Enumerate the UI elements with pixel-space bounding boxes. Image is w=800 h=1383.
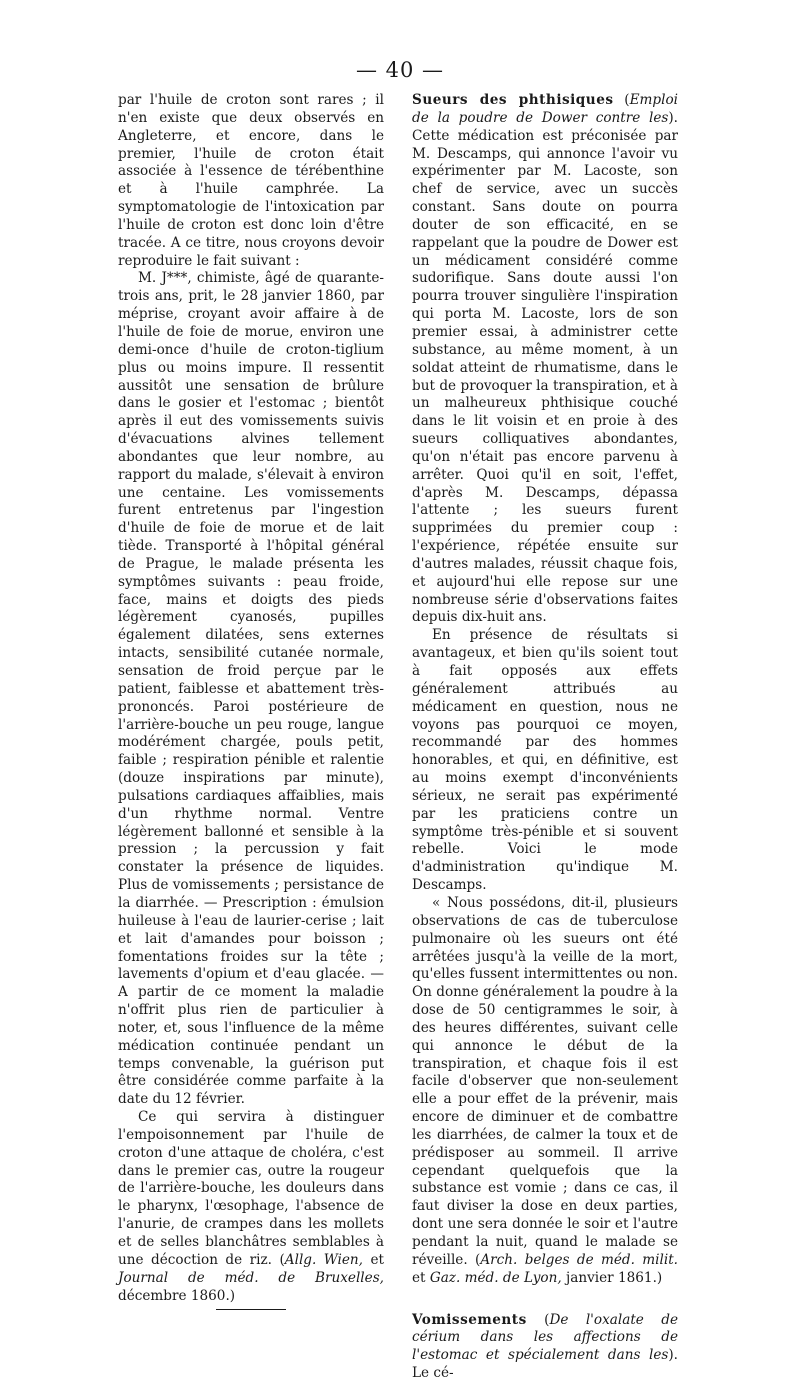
citation-source: Journal de méd. de Bruxelles,: [118, 1269, 384, 1286]
citation-source: Allg. Wien,: [284, 1251, 364, 1268]
citation-source: Arch. belges de méd. milit.: [480, 1251, 678, 1268]
paragraph: M. J***, chimiste, âgé de quarante-trois ans, prit, le 28 janvier 1860, par méprise, croyant avoir affaire à de l'huile de foie de morue, environ une demi-once d'huile de croton-tiglium plus ou moins impure. Il ressentit aussitôt une sensation de brûlure dans le gosier et l'estomac ; bientôt après il eut des vomissements suivis d'évacuations alvines tellement abondantes que leur nombre, au rapport du malade, s'élevait à environ une centaine. Les vomissements furent entretenus par l'ingestion d'huile de foie de morue et de lait tiède. Transporté à l'hôpital général de Prague, le malade présenta les symptômes suivants : peau froide, face, mains et doigts des pieds légèrement cyanosés, pupilles également dilatées, sens externes intacts, sensibilité cutanée normale, sensation de froid perçue par le patient, faiblesse et abattement très-prononcés. Paroi postérieure de l'arrière-bouche un peu rouge, langue modérément chargée, pouls petit, faible ; respiration pénible et ralentie (douze inspirations par minute), pulsations cardiaques affaiblies, mais d'un rhythme normal. Ventre légèrement ballonné et sensible à la pression ; la percussion y fait constater la présence de liquides. Plus de vomissements ; persistance de la diarrhée. — Prescription : émulsion huileuse à l'eau de laurier-cerise ; lait et lait d'amandes pour boisson ; fomentations froides sur la tête ; lavements d'opium et d'eau glacée. — A partir de ce moment la maladie n'offrit plus rien de particulier à noter, et, sous l'influence de la même médication continuée pendant un temps convenable, la guérison put être considérée comme parfaite à la date du 12 février.: [118, 270, 384, 1108]
right-column: [412, 92, 678, 1383]
section-sueurs: Sueurs des phthisiques (Emploi de la poudre de Dower contre les). Cette médication est préconisée par M. Descamps, qui annonce l'avoir vu expérimenter par M. Lacoste, son chef de service, avec un succès constant. Sans doute on pourra douter de son efficacité, en se rappelant que la poudre de Dower est un médicament considéré comme sudorifique. Sans doute aussi l'on pourra trouver singulière l'inspiration qui porta M. Lacoste, lors de son premier essai, à administrer cette substance, au même moment, à un soldat atteint de rhumatisme, dans le but de provoquer la transpiration, et à un malheureux phthisique couché dans le lit voisin et en proie à des sueurs colliquatives abondantes, qu'on n'était pas encore parvenu à arrêter. Quoi qu'il en soit, l'effet, d'après M. Descamps, dépassa l'attente ; les sueurs furent supprimées du premier coup : l'expérience, répétée ensuite sur d'autres malades, réussit chaque fois, et aujourd'hui elle repose sur une nombreuse série d'observations faites depuis dix-huit ans.: [412, 92, 679, 626]
section-vomissements: Vomissements (De l'oxalate de cérium dans les affections de l'estomac et spécialement dans les). Le cé-: [412, 1311, 678, 1382]
paragraph: « Nous possédons, dit-il, plusieurs observations de cas de tuberculose pulmonaire où les sueurs ont été arrêtées jusqu'à la veille de la mort, qu'elles fussent intermittentes ou non. On donne généralement la poudre à la dose de 50 centigrammes le soir, à des heures différentes, suivant celle qui annonce le début de la transpiration, et chaque fois il est facile d'observer que non-seulement elle a pour effet de la prévenir, mais encore de diminuer et de combattre les diarrhées, de calmer la toux et de prédisposer au sommeil. Il arrive cependant quelquefois que la substance est vomie ; dans ce cas, il faut diviser la dose en deux parties, dont une sera donnée le soir et l'autre pendant la nuit, quand le malade se réveille. (Arch. belges de méd. milit. et Gaz. méd. de Lyon, janvier 1861.): [412, 894, 678, 1286]
paragraph-text: « Nous possédons, dit-il, plusieurs observations de cas de tuberculose pulmonaire où les sueurs ont été arrêtées jusqu'à la veille de la mort, qu'elles fussent intermittentes ou non. On donne généralement la poudre à la dose de 50 centigrammes le soir, à des heures différentes, suivant celle qui annonce le début de la transpiration, et chaque fois il est facile d'observer que non-seulement elle a pour effet de la prévenir, mais encore de diminuer et de combattre les diarrhées, de calmer la toux et de prédisposer au sommeil. Il arrive cependant quelquefois que la substance est vomie ; dans ce cas, il faut diviser la dose en deux parties, dont une sera donnée le soir et l'autre pendant la nuit, quand le malade se réveille.: [412, 894, 678, 1268]
citation-source: Gaz. méd. de Lyon,: [429, 1269, 562, 1286]
left-column: [118, 92, 384, 1310]
page-number: — 40 —: [355, 58, 445, 82]
paragraph-text: Ce qui servira à distinguer l'empoisonnement par l'huile de croton d'une attaque de choléra, c'est dans le premier cas, outre la rougeur de l'arrière-bouche, les douleurs dans le pharynx, l'œsophage, l'absence de l'anurie, de crampes dans les mollets et de selles blanchâtres semblables à une décoction de riz.: [118, 1109, 384, 1268]
section-subtitle: Emploi de la poudre de Dower contre les: [412, 92, 679, 126]
section-title: Sueurs des phthisiques: [412, 92, 614, 108]
section-title: Vomissements: [412, 1311, 527, 1328]
paragraph: par l'huile de croton sont rares ; il n'en existe que deux observés en Angleterre, et encore, dans le premier, l'huile de croton était associée à l'essence de térébenthine et à l'huile camphrée. La symptomatologie de l'intoxication par l'huile de croton est donc loin d'être tracée. A ce titre, nous croyons devoir reproduire le fait suivant :: [118, 92, 384, 269]
paragraph: En présence de résultats si avantageux, et bien qu'ils soient tout à fait opposés aux effets généralement attribués au médicament en question, nous ne voyons pas pourquoi ce moyen, recommandé par des hommes honorables, et qui, en définitive, est au moins exempt d'inconvénients sérieux, ne serait pas expérimenté par les praticiens contre un symptôme très-pénible et si souvent rebelle. Voici le mode d'administration qu'indique M. Descamps.: [412, 627, 678, 894]
section-subtitle: De l'oxalate de cérium dans les affections de l'estomac et spécialement dans les: [412, 1311, 678, 1364]
paragraph-text: Le cé-: [412, 1365, 454, 1382]
citation-joiner: et: [363, 1251, 385, 1268]
paragraph-text: Cette médication est préconisée par M. Descamps, qui annonce l'avoir vu expérimenter par M. Lacoste, son chef de service, avec un succès constant. Sans doute on pourra douter de son efficacité, en se rappelant que la poudre de Dower est un médicament considéré comme sudorifique. Sans doute aussi l'on pourra trouver singulière l'inspiration qui porta M. Lacoste, lors de son premier essai, à administrer cette substance, au même moment, à un soldat atteint de rhumatisme, dans le but de provoquer la transpiration, et à un malheureux phthisique couché dans le lit voisin et en proie à des sueurs colliquatives abondantes, qu'on n'était pas encore parvenu à arrêter. Quoi qu'il en soit, l'effet, d'après M. Descamps, dépassa l'attente ; les sueurs furent supprimées du premier coup : l'expérience, répétée ensuite sur d'autres malades, réussit chaque fois, et aujourd'hui elle repose sur une nombreuse série d'observations faites depuis dix-huit ans.: [412, 127, 678, 626]
citation-date: janvier 1861.): [561, 1269, 663, 1286]
citation-date: décembre 1860.): [118, 1287, 236, 1304]
section-rule: [216, 1309, 286, 1310]
citation-joiner: et: [412, 1269, 430, 1286]
paragraph: Ce qui servira à distinguer l'empoisonnement par l'huile de croton d'une attaque de choléra, c'est dans le premier cas, outre la rougeur de l'arrière-bouche, les douleurs dans le pharynx, l'œsophage, l'absence de l'anurie, de crampes dans les mollets et de selles blanchâtres semblables à une décoction de riz. (Allg. Wien, et Journal de méd. de Bruxelles, décembre 1860.): [118, 1109, 385, 1304]
section-gap: [412, 1288, 678, 1312]
